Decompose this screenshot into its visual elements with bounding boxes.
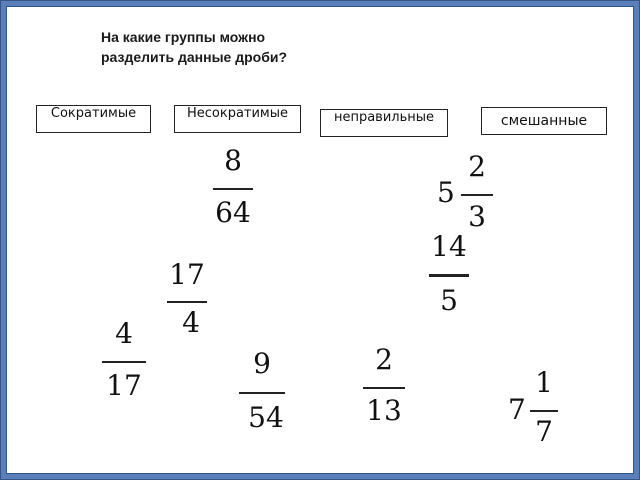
mixed-whole-part: 7 [508, 393, 526, 426]
fraction-bar [167, 301, 207, 303]
fraction-bar [239, 392, 285, 394]
group-box-irreducible[interactable]: Несократимые [174, 105, 301, 133]
mixed-whole-part: 5 [437, 176, 455, 209]
fraction-8-64[interactable] [207, 146, 259, 236]
fraction-4-17[interactable] [102, 319, 146, 405]
group-box-improper[interactable]: неправильные [320, 109, 448, 137]
question-text [101, 27, 287, 67]
fraction-bar [102, 361, 146, 363]
fraction-denominator: 4 [182, 306, 200, 339]
fraction-numerator: 8 [224, 144, 242, 177]
fraction-numerator: 9 [253, 347, 271, 380]
fraction-7-1-7[interactable] [530, 368, 558, 454]
fraction-denominator: 17 [106, 369, 142, 402]
fraction-denominator: 5 [440, 284, 458, 317]
group-box-reducible[interactable]: Сократимые [36, 105, 151, 133]
fraction-2-13[interactable] [363, 345, 405, 431]
fraction-numerator: 2 [375, 343, 393, 376]
fraction-17-4[interactable] [164, 260, 210, 346]
fraction-bar [461, 194, 493, 196]
fraction-bar [530, 410, 558, 412]
question-line-2: разделить данные дроби? [101, 49, 288, 65]
fraction-denominator: 3 [468, 200, 486, 233]
fraction-14-5[interactable] [425, 232, 473, 318]
fraction-denominator: 7 [535, 415, 553, 448]
fraction-denominator: 13 [366, 394, 402, 427]
fraction-9-54[interactable] [237, 349, 287, 435]
fraction-5-2-3[interactable] [461, 152, 493, 238]
group-box-mixed[interactable]: смешанные [481, 107, 607, 135]
fraction-numerator: 17 [169, 258, 205, 291]
fraction-numerator: 14 [431, 230, 467, 263]
fraction-bar [429, 274, 469, 277]
fraction-numerator: 2 [468, 150, 486, 183]
question-line-1: На какие группы можно [101, 29, 266, 45]
fraction-numerator: 1 [535, 366, 553, 399]
fraction-bar [363, 387, 405, 389]
fraction-denominator: 54 [248, 401, 284, 434]
fraction-numerator: 4 [115, 317, 133, 350]
fraction-bar [213, 188, 253, 190]
fraction-denominator: 64 [215, 196, 251, 229]
